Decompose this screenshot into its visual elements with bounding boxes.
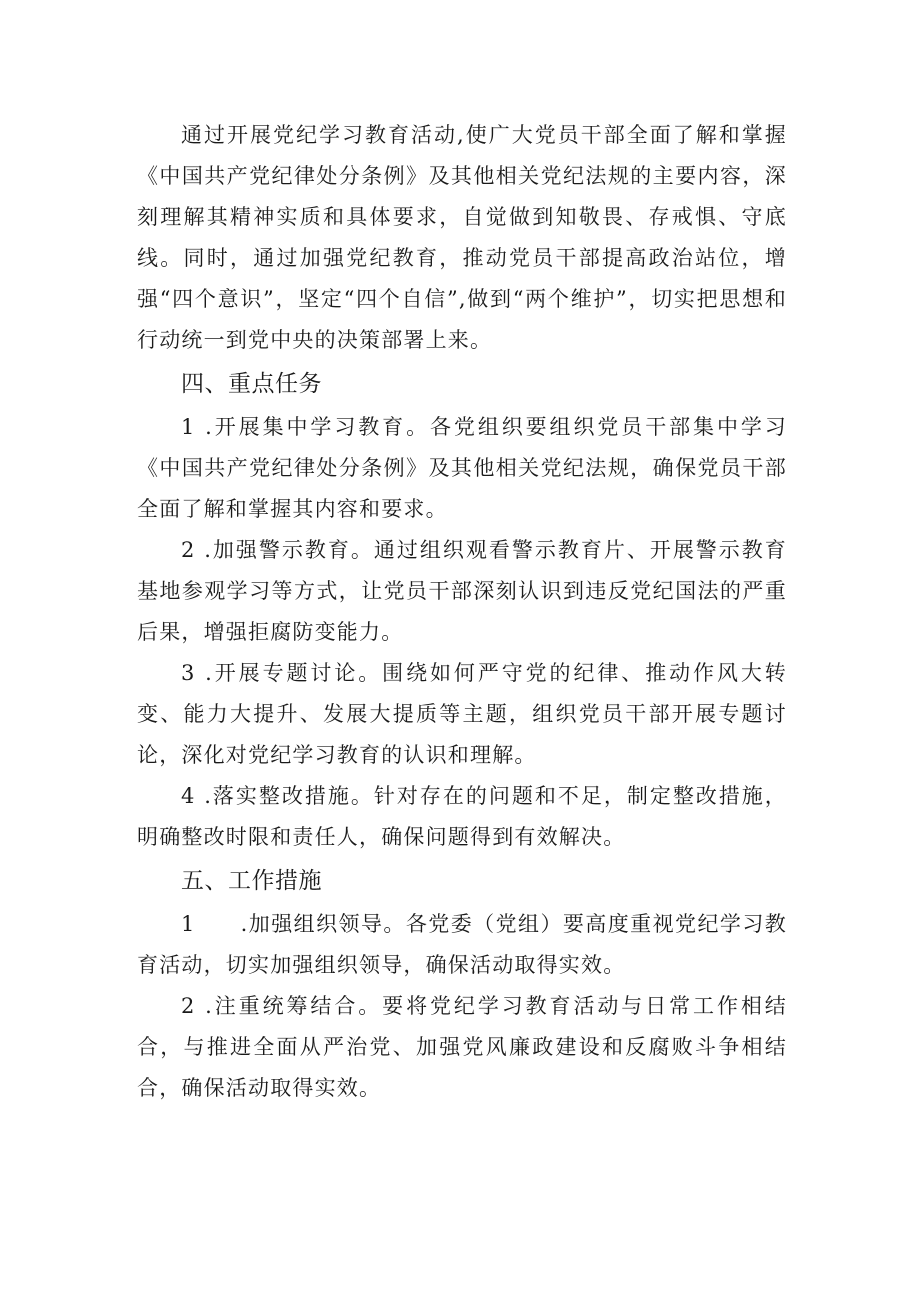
intro-paragraph: 通过开展党纪学习教育活动,使广大党员干部全面了解和掌握《中国共产党纪律处分条例》及其他相关党纪法规的主要内容，深刻理解其精神实质和具体要求，自觉做到知敬畏、存戒惧、守底线。同时，通过加强党纪教育，推动党员干部提高政治站位，增强“四个意识”，坚定“四个自信”,做到“两个维护”，切实把思想和行动统一到党中央的决策部署上来。 bbox=[137, 123, 787, 352]
section-heading-work-measures: 五、工作措施 bbox=[181, 868, 322, 894]
measure-item-2: 2 .注重统筹结合。要将党纪学习教育活动与日常工作相结合，与推进全面从严治党、加强党风廉政建设和反腐败斗争相结合，确保活动取得实效。 bbox=[137, 994, 787, 1100]
section-work-measures bbox=[137, 859, 787, 1109]
section-heading-key-tasks: 四、重点任务 bbox=[181, 371, 322, 397]
section-key-tasks bbox=[137, 362, 787, 858]
measure-item-1: 1 .加强组织领导。各党委（党组）要高度重视党纪学习教育活动，切实加强组织领导，确保活动取得实效。 bbox=[137, 912, 787, 977]
task-item-1: 1 .开展集中学习教育。各党组织要组织党员干部集中学习《中国共产党纪律处分条例》及其他相关党纪法规，确保党员干部全面了解和掌握其内容和要求。 bbox=[137, 415, 787, 521]
task-item-2: 2 .加强警示教育。通过组织观看警示教育片、开展警示教育基地参观学习等方式，让党员干部深刻认识到违反党纪国法的严重后果，增强拒腐防变能力。 bbox=[137, 538, 787, 644]
document-body bbox=[137, 115, 787, 1109]
task-item-3: 3 .开展专题讨论。围绕如何严守党的纪律、推动作风大转变、能力大提升、发展大提质等主题，组织党员干部开展专题讨论，深化对党纪学习教育的认识和理解。 bbox=[137, 661, 787, 767]
task-item-4: 4 .落实整改措施。针对存在的问题和不足，制定整改措施，明确整改时限和责任人，确保问题得到有效解决。 bbox=[137, 784, 787, 849]
